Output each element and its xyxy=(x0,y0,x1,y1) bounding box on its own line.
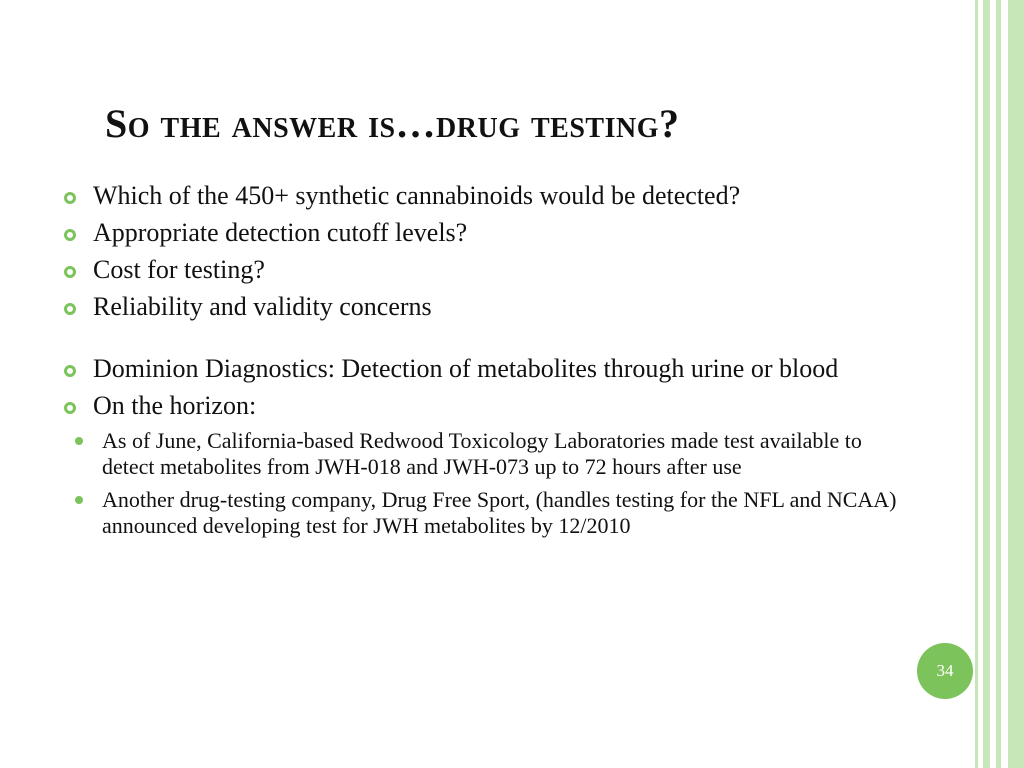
bullet-text: On the horizon: xyxy=(93,391,257,420)
border-stripe xyxy=(975,0,978,768)
ring-bullet-icon xyxy=(64,365,76,377)
sub-bullet-list xyxy=(62,428,902,539)
ring-bullet-icon xyxy=(64,229,76,241)
slide-title: So the answer is…drug testing? xyxy=(105,101,680,146)
bullet-item xyxy=(62,354,902,384)
bullet-text: Appropriate detection cutoff levels? xyxy=(93,218,468,247)
bullet-item xyxy=(62,292,902,322)
dot-bullet-icon xyxy=(75,437,83,445)
ring-bullet-icon xyxy=(64,402,76,414)
sub-bullet-text: As of June, California-based Redwood Toxicology Laboratories made test available to detect metabolites from JWH-018 and JWH-073 up to 72 hours after use xyxy=(102,428,862,479)
bullet-item xyxy=(62,255,902,285)
bullet-item xyxy=(62,391,902,421)
bullet-item xyxy=(62,181,902,211)
sub-bullet-item xyxy=(62,428,902,480)
bullet-text: Dominion Diagnostics: Detection of metabolites through urine or blood xyxy=(93,354,839,383)
sub-bullet-item xyxy=(62,487,902,539)
bullet-text: Which of the 450+ synthetic cannabinoids would be detected? xyxy=(93,181,741,210)
border-stripe xyxy=(1008,0,1024,768)
border-stripe xyxy=(983,0,990,768)
border-stripe xyxy=(996,0,1001,768)
ring-bullet-icon xyxy=(64,266,76,278)
sub-bullet-text: Another drug-testing company, Drug Free Sport, (handles testing for the NFL and NCAA) announced developing test for JWH metabolites by 12/2010 xyxy=(102,487,897,538)
ring-bullet-icon xyxy=(64,303,76,315)
bullet-text: Cost for testing? xyxy=(93,255,265,284)
bullet-list xyxy=(62,181,902,546)
dot-bullet-icon xyxy=(75,496,83,504)
bullet-text: Reliability and validity concerns xyxy=(93,292,432,321)
ring-bullet-icon xyxy=(64,192,76,204)
bullet-item xyxy=(62,218,902,248)
page-number-badge: 34 xyxy=(917,643,973,699)
